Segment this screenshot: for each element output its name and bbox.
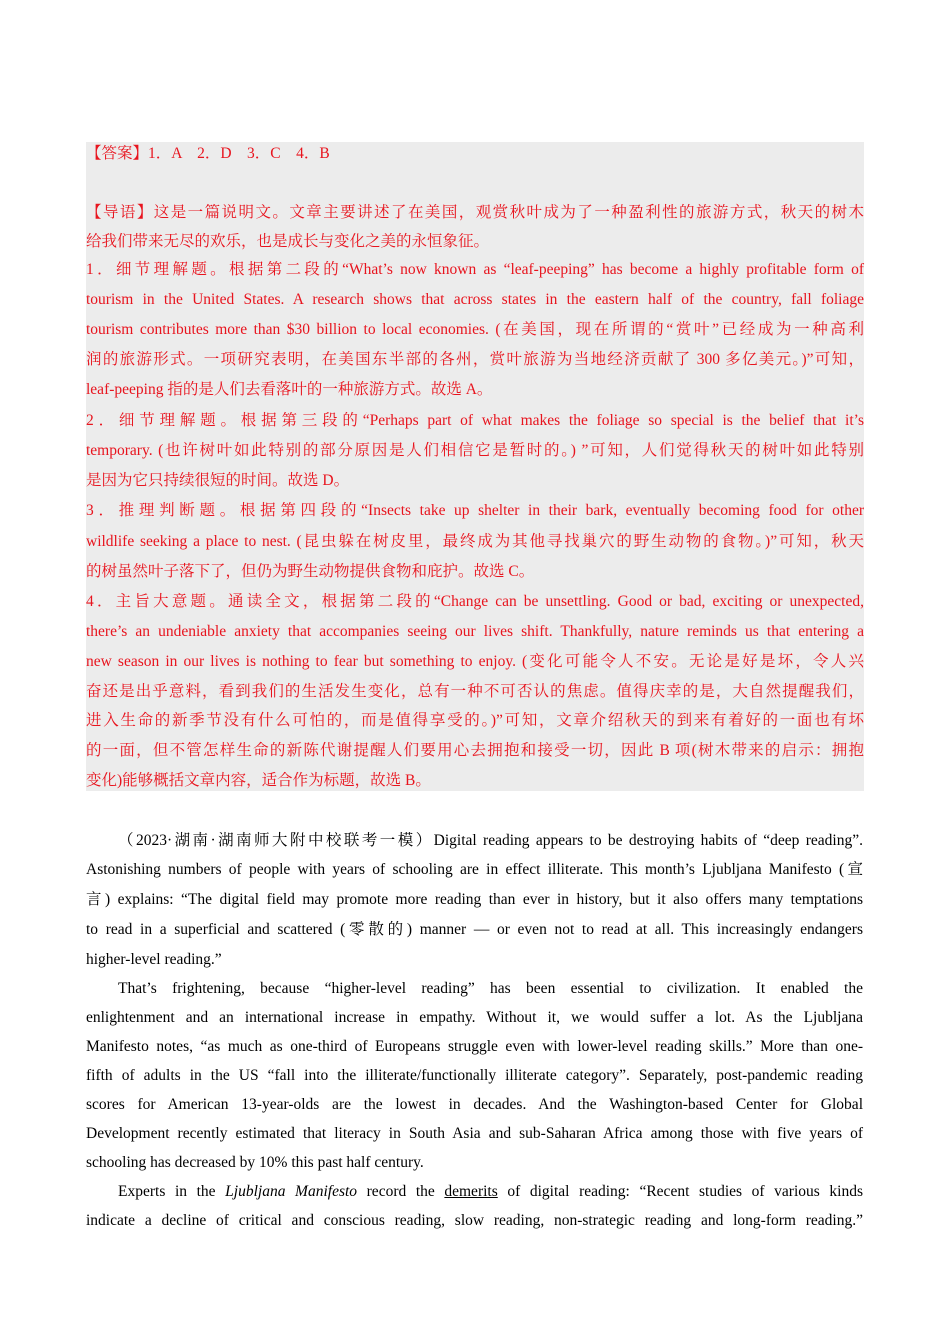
explanation-line: 变化)能够概括文章内容，适合作为标题，故选 B。 [86, 772, 431, 789]
passage-line: enlightenment and an international increase in empathy. Without it, we would suffer a lot. As the Ljubljana [86, 1009, 863, 1026]
passage-line: 言) explains: “The digital field may promote more reading than ever in history, but it also offers many temptations [86, 891, 863, 908]
passage-line: （2023·湖南·湖南师大附中校联考一模）Digital reading appears to be destroying habits of “deep reading”. [118, 832, 863, 849]
passage-text: record the [357, 1183, 445, 1200]
explanation-line: 3．推理判断题。根据第四段的“Insects take up shelter in their bark, eventually becoming food for other [86, 502, 864, 519]
explanation-line: 进入生命的新季节没有什么可怕的，而是值得享受的。)”可知，文章介绍秋天的到来有着好的一面也有坏 [86, 712, 864, 729]
passage-line: schooling has decreased by 10% this past half century. [86, 1154, 424, 1171]
explanation-line: 给我们带来无尽的欢乐，也是成长与变化之美的永恒象征。 [86, 233, 490, 250]
answer-key-line: 【答案】1．A 2．D 3．C 4．B [86, 145, 330, 162]
explanation-line: 润的旅游形式。一项研究表明，在美国东半部的各州，赏叶旅游为当地经济贡献了 300 多亿美元。)”可知， [86, 351, 864, 368]
explanation-line: tourism in the United States. A research shows that across states in the eastern half of the country, fall foliage [86, 291, 864, 308]
explanation-line: wildlife seeking a place to nest. (昆虫躲在树皮里，最终成为其他寻找巢穴的野生动物的食物。)”可知，秋天 [86, 533, 864, 550]
explanation-line: 的一面，但不管怎样生命的新陈代谢提醒人们要用心去拥抱和接受一切，因此 B 项(树木带来的启示：拥抱 [86, 742, 864, 759]
explanation-line: 奋还是出乎意料，看到我们的生活发生变化，总有一种不可否认的焦虑。值得庆幸的是，大自然提醒我们， [86, 683, 864, 700]
passage-line: higher-level reading.” [86, 951, 222, 968]
explanation-line: 是因为它只持续很短的时间。故选 D。 [86, 472, 350, 489]
manifesto-title: Ljubljana Manifesto [225, 1183, 358, 1200]
underlined-word-demerits: demerits [444, 1183, 498, 1200]
passage-text: of digital reading: “Recent studies of various kinds [497, 1183, 863, 1200]
explanation-line: 【导语】这是一篇说明文。文章主要讲述了在美国，观赏秋叶成为了一种盈利性的旅游方式，秋天的树木 [86, 204, 864, 221]
explanation-line: leaf-peeping 指的是人们去看落叶的一种旅游方式。故选 A。 [86, 381, 493, 398]
passage-line: That’s frightening, because “higher-level reading” has been essential to civilization. It enabled the [118, 980, 863, 997]
passage-line: to read in a superficial and scattered (零散的) manner — or even not to read at all. This increasingly endangers [86, 921, 863, 938]
passage-line: scores for American 13-year-olds are the lowest in decades. And the Washington-based Center for Global [86, 1096, 863, 1113]
passage-line: Development recently estimated that literacy in South Asia and sub-Saharan Africa among those with five years of [86, 1125, 863, 1142]
passage-text: Experts in the [118, 1183, 226, 1200]
explanation-line: new season in our lives is nothing to fear but something to enjoy. (变化可能令人不安。无论是好是坏，令人兴 [86, 653, 864, 670]
explanation-line: 4．主旨大意题。通读全文，根据第二段的“Change can be unsettling. Good or bad, exciting or unexpected, [86, 593, 864, 610]
explanation-line: 1．细节理解题。根据第二段的“What’s now known as “leaf-peeping” has become a highly profitable form of [86, 261, 864, 278]
passage-line: Manifesto notes, “as much as one-third of Europeans struggle even with lower-level reading skills.” More than one- [86, 1038, 863, 1055]
passage-line: indicate a decline of critical and conscious reading, slow reading, non-strategic reading and long-form reading.” [86, 1212, 863, 1229]
passage-line: fifth of adults in the US “fall into the illiterate/functionally illiterate category”. Separately, post-pandemic reading [86, 1067, 863, 1084]
passage-line [118, 1181, 863, 1203]
explanation-line: tourism contributes more than $30 billion to local economies. (在美国，现在所谓的“赏叶”已经成为一种高利 [86, 321, 864, 338]
explanation-line: 2．细节理解题。根据第三段的“Perhaps part of what makes the foliage so special is the belief that it’s [86, 412, 864, 429]
explanation-line: temporary. (也许树叶如此特别的部分原因是人们相信它是暂时的。) ”可知，人们觉得秋天的树叶如此特别 [86, 442, 864, 459]
explanation-line: there’s an undeniable anxiety that accompanies seeing our lives shift. Thankfully, nature reminds us that entering a [86, 623, 864, 640]
passage-line: Astonishing numbers of people with years of schooling are in effect illiterate. This month’s Ljubljana Manifesto (宣 [86, 861, 863, 878]
explanation-line: 的树虽然叶子落下了，但仍为野生动物提供食物和庇护。故选 C。 [86, 563, 535, 580]
